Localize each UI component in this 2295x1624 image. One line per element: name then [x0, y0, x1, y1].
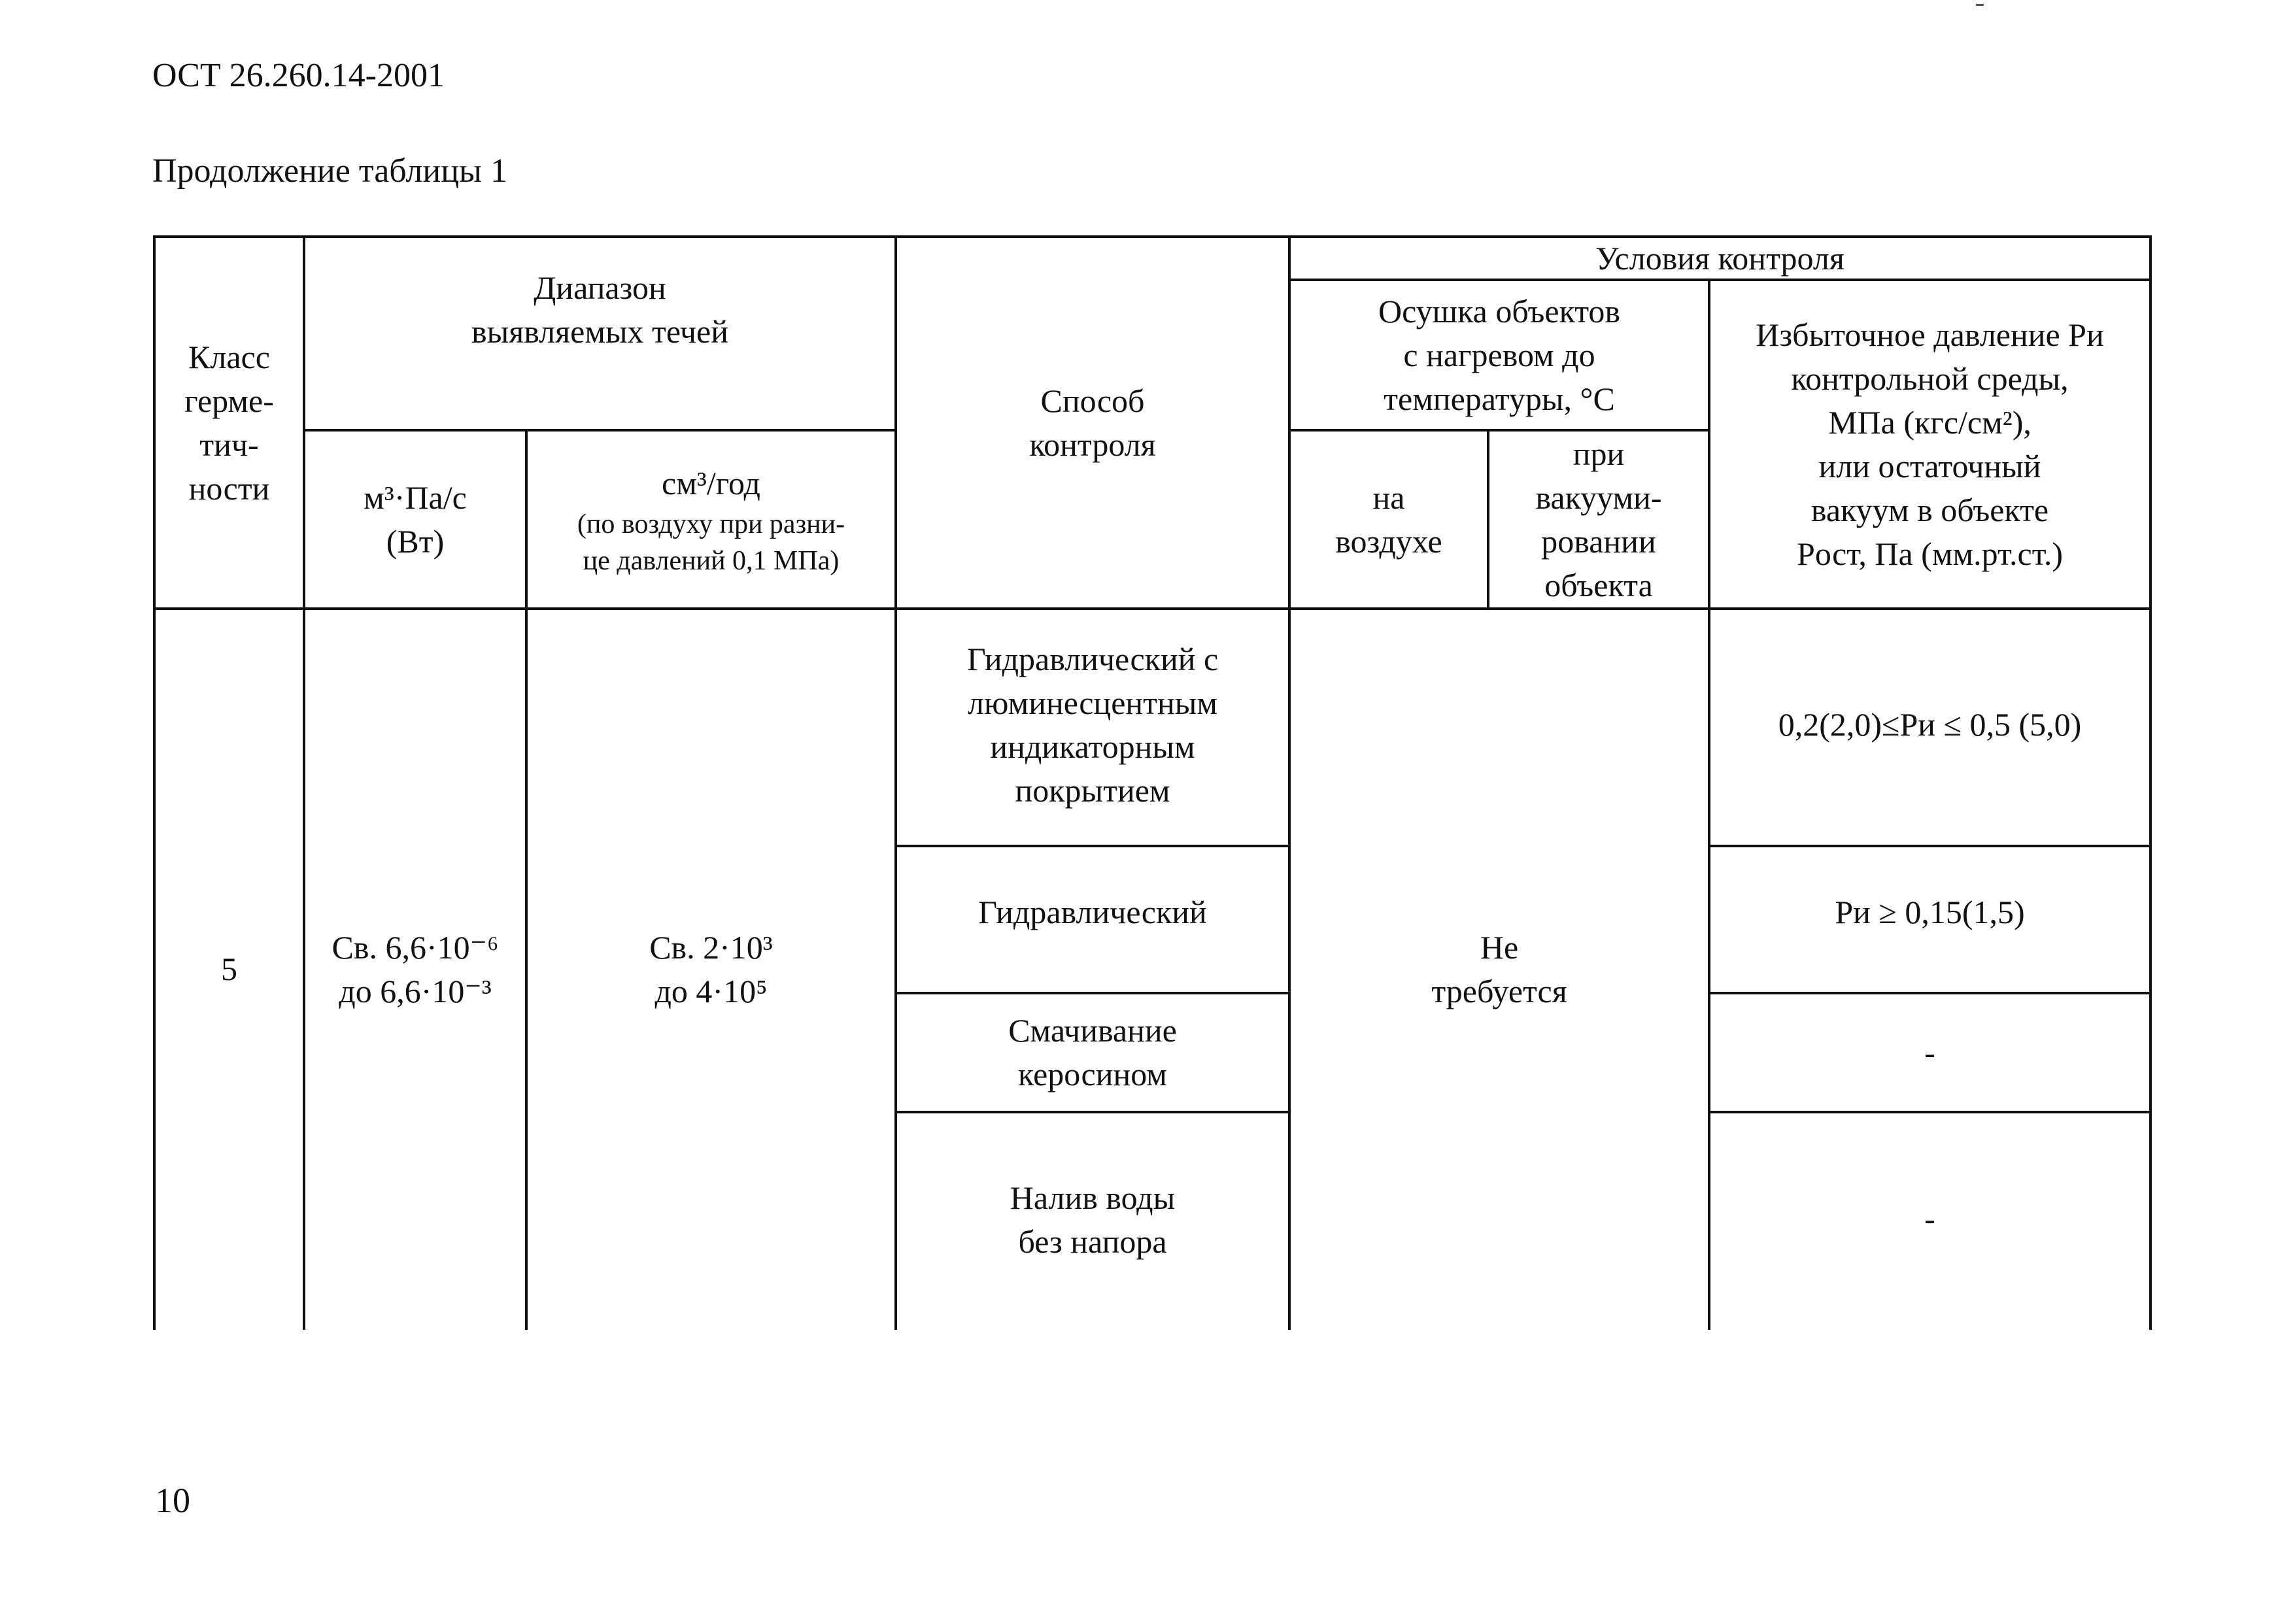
method-line: Налив воды	[1010, 1179, 1176, 1216]
range-volume-to: до 4·10⁵	[654, 972, 768, 1009]
method-row-3	[897, 994, 1288, 1111]
header-pressure-line: Избыточное давление Pи	[1756, 316, 2104, 353]
header-pressure-line: или остаточный	[1818, 447, 2041, 484]
header-drying-air-line: на	[1372, 479, 1405, 516]
header-pressure	[1710, 281, 2149, 607]
header-drying-vacuum-line: ровании	[1541, 522, 1656, 560]
header-drying-vacuum-line: объекта	[1544, 566, 1653, 603]
header-pressure-line: МПа (кгс/см²),	[1828, 403, 2032, 441]
header-drying-line: с нагревом до	[1403, 336, 1595, 373]
method-line: без напора	[1018, 1223, 1167, 1260]
method-line: люминесцентным	[968, 685, 1217, 721]
header-range-group	[305, 238, 894, 382]
range-si-value	[305, 610, 525, 1328]
method-line: Гидравлический с	[966, 641, 1219, 677]
pressure-value: 0,2(2,0)≤Pи ≤ 0,5 (5,0)	[1778, 706, 2082, 743]
method-row-2	[897, 847, 1288, 992]
header-class-line: ности	[188, 469, 270, 507]
method-line: керосином	[1018, 1056, 1167, 1092]
header-drying-line: температуры, °С	[1384, 380, 1615, 417]
drying-value	[1291, 610, 1708, 1328]
page-number: 10	[155, 1481, 190, 1520]
unit-volume-note: це давлений 0,1 МПа)	[583, 545, 840, 576]
method-row-1	[897, 610, 1288, 845]
header-conditions-group	[1291, 238, 2149, 279]
method-row-4	[897, 1113, 1288, 1328]
drying-value-line: Не	[1480, 928, 1519, 966]
pressure-row-1	[1710, 610, 2149, 845]
unit-si-label: м³·Па/с	[364, 479, 467, 516]
header-range-volume	[528, 431, 894, 607]
unit-si-note: (Вт)	[386, 522, 445, 560]
header-pressure-line: вакуум в объекте	[1810, 491, 2049, 528]
header-pressure-line: Pост, Па (мм.рт.ст.)	[1797, 535, 2063, 572]
header-range-line: выявляемых течей	[471, 313, 728, 350]
header-pressure-line: контрольной среды,	[1791, 360, 2069, 397]
header-method-line: Способ	[1040, 382, 1145, 419]
header-range-line: Диапазон	[534, 269, 666, 306]
class-value-text: 5	[221, 951, 237, 987]
header-drying-vacuum	[1489, 431, 1708, 607]
pressure-value: -	[1924, 1200, 1935, 1237]
header-drying-vacuum-line: вакууми-	[1535, 479, 1662, 516]
method-line: покрытием	[1015, 772, 1170, 809]
header-drying-vacuum-line: при	[1572, 435, 1625, 472]
header-conditions-label: Условия контроля	[1595, 239, 1844, 277]
method-line: Смачивание	[1008, 1012, 1177, 1049]
range-si-from: Св. 6,6·10⁻⁶	[332, 928, 499, 966]
table-continuation-title: Продолжение таблицы 1	[152, 152, 507, 190]
header-range-si	[305, 431, 525, 607]
pressure-value: Pи ≥ 0,15(1,5)	[1835, 894, 2025, 930]
document-code: ОСТ 26.260.14-2001	[152, 57, 445, 94]
header-class	[156, 238, 303, 607]
unit-volume-label: см³/год	[662, 464, 760, 501]
drying-value-line: требуется	[1431, 972, 1567, 1009]
unit-volume-note: (по воздуху при разни-	[577, 509, 845, 539]
header-drying-line: Осушка объектов	[1378, 292, 1621, 330]
header-drying-air-line: воздухе	[1335, 522, 1442, 560]
method-line: индикаторным	[990, 728, 1195, 765]
header-class-line: герме-	[184, 382, 274, 419]
range-si-to: до 6,6·10⁻³	[339, 972, 492, 1009]
header-drying-air	[1291, 431, 1487, 607]
method-line: Гидравлический	[978, 894, 1207, 930]
header-drying-group	[1291, 281, 1708, 429]
pressure-row-4	[1710, 1113, 2149, 1328]
pressure-row-3	[1710, 994, 2149, 1111]
header-class-line: Класс	[188, 338, 270, 375]
header-class-line: тич-	[199, 426, 259, 463]
range-volume-value	[528, 610, 894, 1328]
pressure-value: -	[1924, 1034, 1935, 1071]
header-method-line: контроля	[1029, 426, 1156, 463]
header-method	[897, 238, 1288, 607]
pressure-row-2	[1710, 847, 2149, 992]
class-value	[156, 610, 303, 1328]
range-volume-from: Св. 2·10³	[649, 928, 773, 966]
